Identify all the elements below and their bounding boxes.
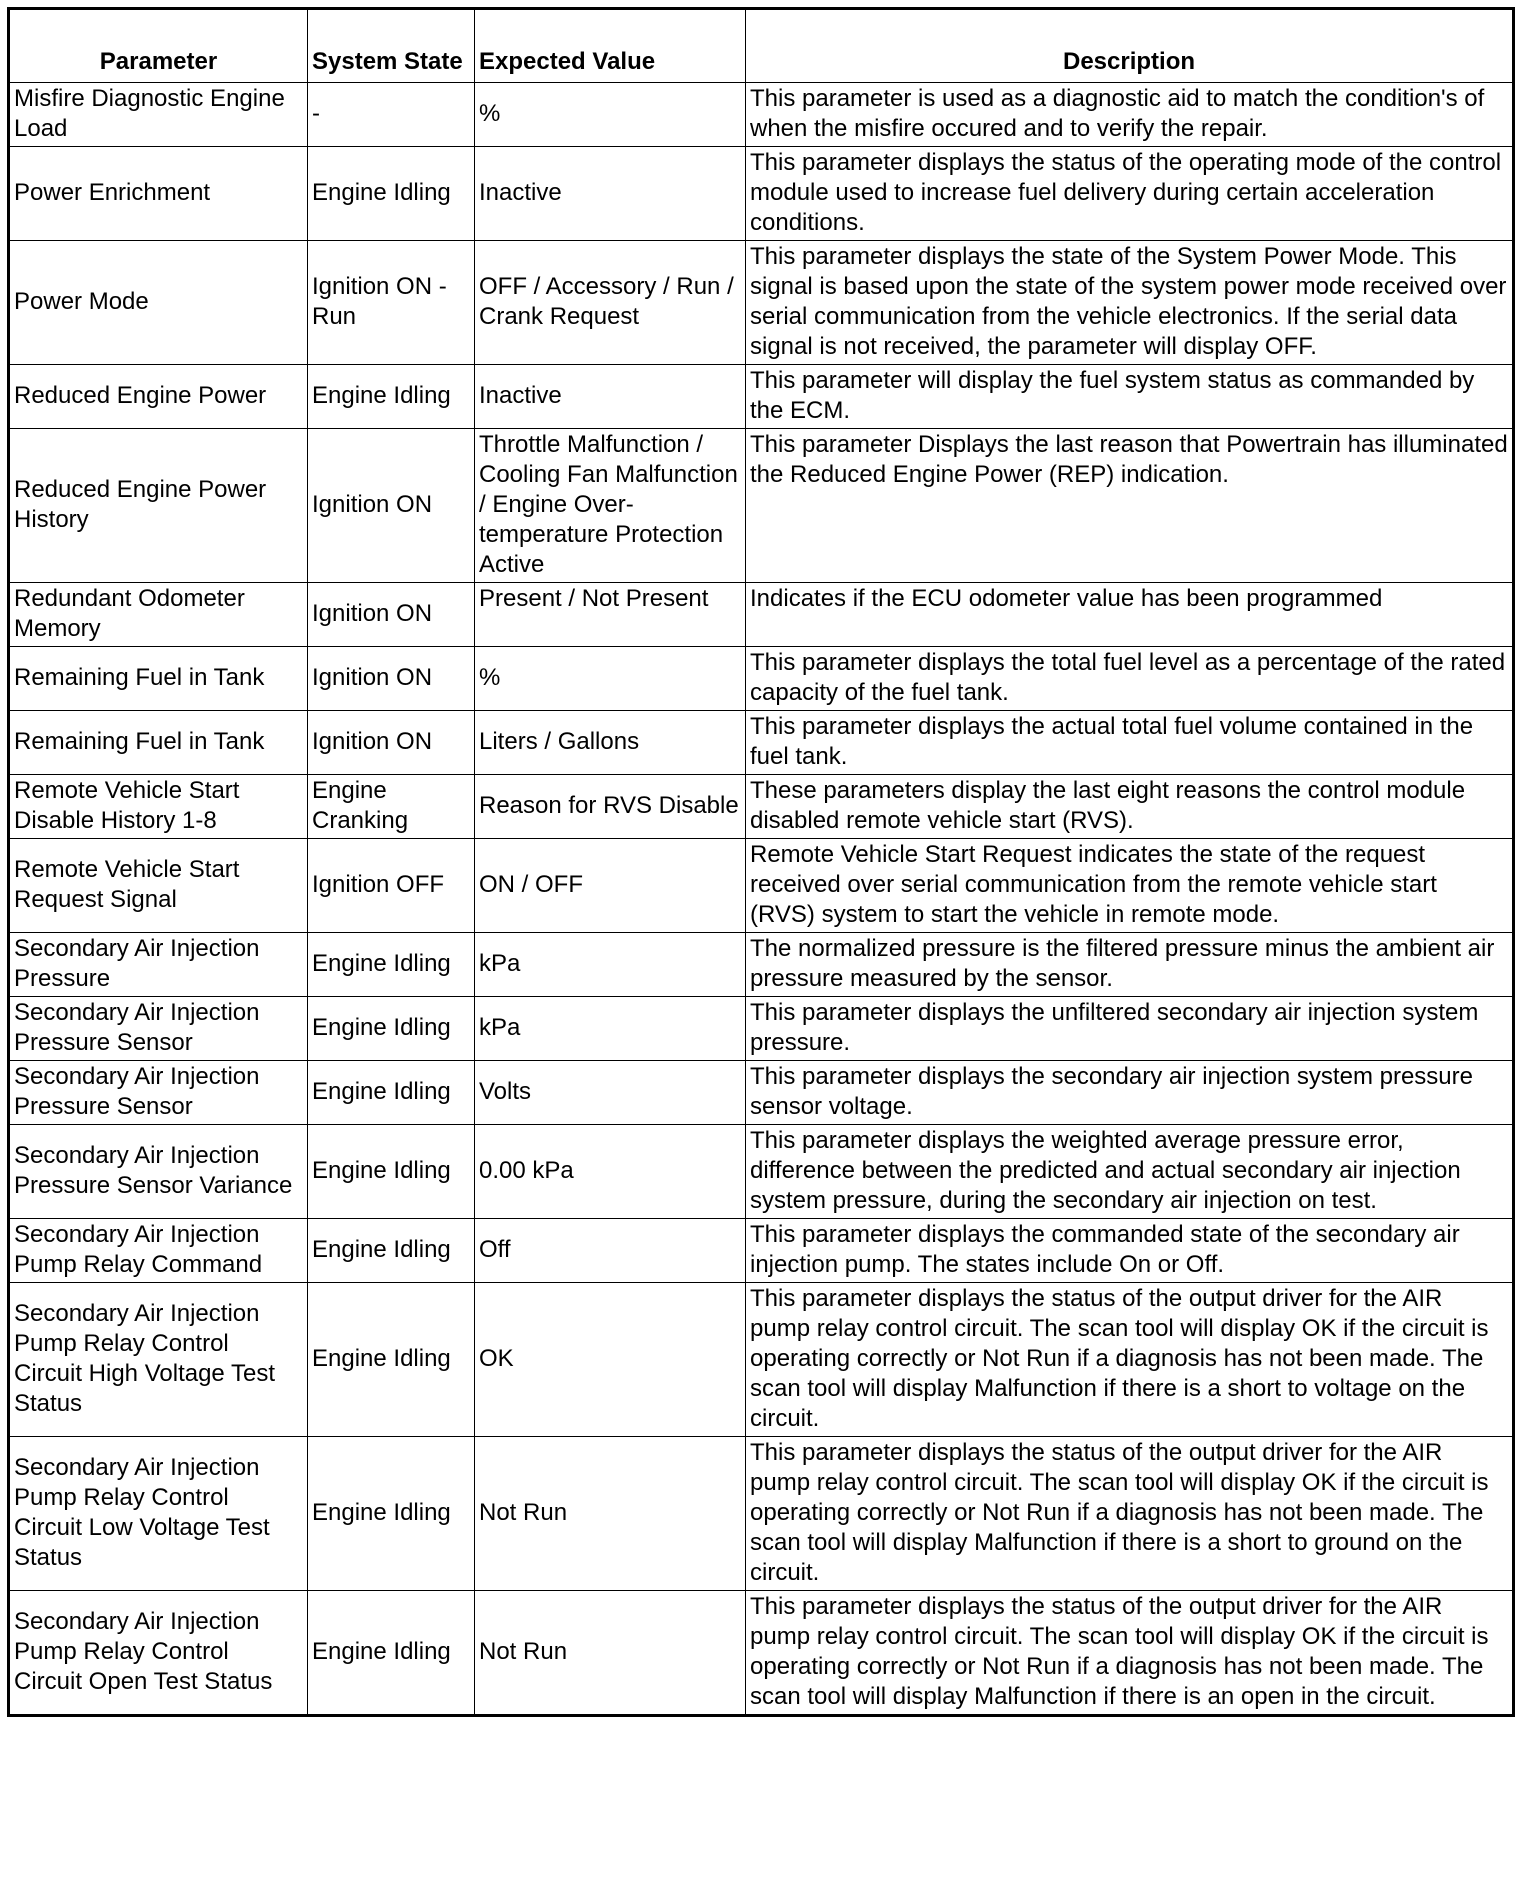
header-parameter: Parameter — [9, 9, 308, 83]
cell-parameter: Secondary Air Injection Pump Relay Control Circuit Open Test Status — [9, 1591, 308, 1716]
cell-expected-value: % — [475, 83, 746, 147]
table-row — [9, 1283, 1514, 1437]
cell-description: This parameter Displays the last reason that Powertrain has illuminated the Reduced Engine Power (REP) indication. — [746, 429, 1514, 583]
table-row — [9, 1437, 1514, 1591]
cell-parameter: Remote Vehicle Start Request Signal — [9, 839, 308, 933]
cell-description: This parameter displays the commanded state of the secondary air injection pump. The states include On or Off. — [746, 1219, 1514, 1283]
cell-system-state: Engine Idling — [308, 1061, 475, 1125]
cell-system-state: Ignition ON — [308, 429, 475, 583]
table-row — [9, 83, 1514, 147]
table-row — [9, 1061, 1514, 1125]
table-row — [9, 839, 1514, 933]
cell-description: This parameter displays the secondary air injection system pressure sensor voltage. — [746, 1061, 1514, 1125]
cell-description: This parameter displays the status of the output driver for the AIR pump relay control circuit. The scan tool will display OK if the circuit is operating correctly or Not Run if a diagnosis has not been made. The scan tool will display Malfunction if there is an open in the circuit. — [746, 1591, 1514, 1716]
cell-description: This parameter will display the fuel system status as commanded by the ECM. — [746, 365, 1514, 429]
cell-parameter: Misfire Diagnostic Engine Load — [9, 83, 308, 147]
cell-system-state: Engine Idling — [308, 365, 475, 429]
cell-system-state: Ignition ON — [308, 583, 475, 647]
cell-expected-value: 0.00 kPa — [475, 1125, 746, 1219]
table-row — [9, 429, 1514, 583]
cell-system-state: Engine Idling — [308, 1437, 475, 1591]
cell-expected-value: % — [475, 647, 746, 711]
document-page — [7, 7, 1512, 1717]
cell-system-state: Ignition ON — [308, 711, 475, 775]
cell-parameter: Remaining Fuel in Tank — [9, 647, 308, 711]
cell-system-state: Engine Idling — [308, 1219, 475, 1283]
table-row — [9, 147, 1514, 241]
table-row — [9, 1219, 1514, 1283]
cell-parameter: Power Mode — [9, 241, 308, 365]
cell-description: This parameter is used as a diagnostic aid to match the condition's of when the misfire occured and to verify the repair. — [746, 83, 1514, 147]
cell-expected-value: Throttle Malfunction / Cooling Fan Malfunction / Engine Over-temperature Protection Active — [475, 429, 746, 583]
cell-expected-value: OFF / Accessory / Run / Crank Request — [475, 241, 746, 365]
table-row — [9, 1125, 1514, 1219]
cell-parameter: Secondary Air Injection Pressure Sensor — [9, 997, 308, 1061]
table-row — [9, 583, 1514, 647]
cell-expected-value: OK — [475, 1283, 746, 1437]
table-row — [9, 711, 1514, 775]
cell-expected-value: Not Run — [475, 1591, 746, 1716]
cell-parameter: Remaining Fuel in Tank — [9, 711, 308, 775]
cell-expected-value: kPa — [475, 997, 746, 1061]
header-description: Description — [746, 9, 1514, 83]
cell-expected-value: Inactive — [475, 147, 746, 241]
cell-system-state: Engine Idling — [308, 1591, 475, 1716]
cell-system-state: Engine Cranking — [308, 775, 475, 839]
cell-description: Remote Vehicle Start Request indicates the state of the request received over serial communication from the remote vehicle start (RVS) system to start the vehicle in remote mode. — [746, 839, 1514, 933]
cell-description: The normalized pressure is the filtered pressure minus the ambient air pressure measured by the sensor. — [746, 933, 1514, 997]
cell-parameter: Secondary Air Injection Pressure — [9, 933, 308, 997]
cell-parameter: Reduced Engine Power — [9, 365, 308, 429]
cell-parameter: Power Enrichment — [9, 147, 308, 241]
cell-expected-value: Reason for RVS Disable — [475, 775, 746, 839]
table-row — [9, 933, 1514, 997]
cell-description: This parameter displays the status of the output driver for the AIR pump relay control circuit. The scan tool will display OK if the circuit is operating correctly or Not Run if a diagnosis has not been made. The scan tool will display Malfunction if there is a short to voltage on the circuit. — [746, 1283, 1514, 1437]
cell-description: This parameter displays the total fuel level as a percentage of the rated capacity of the fuel tank. — [746, 647, 1514, 711]
cell-description: This parameter displays the status of the output driver for the AIR pump relay control circuit. The scan tool will display OK if the circuit is operating correctly or Not Run if a diagnosis has not been made. The scan tool will display Malfunction if there is a short to ground on the circuit. — [746, 1437, 1514, 1591]
cell-description: This parameter displays the unfiltered secondary air injection system pressure. — [746, 997, 1514, 1061]
cell-parameter: Secondary Air Injection Pressure Sensor Variance — [9, 1125, 308, 1219]
cell-description: Indicates if the ECU odometer value has been programmed — [746, 583, 1514, 647]
table-row — [9, 1591, 1514, 1716]
cell-system-state: Engine Idling — [308, 1125, 475, 1219]
cell-expected-value: ON / OFF — [475, 839, 746, 933]
header-system-state: System State — [308, 9, 475, 83]
table-row — [9, 241, 1514, 365]
cell-parameter: Secondary Air Injection Pressure Sensor — [9, 1061, 308, 1125]
cell-description: This parameter displays the state of the System Power Mode. This signal is based upon the state of the system power mode received over serial communication from the vehicle electronics. If the serial data signal is not received, the parameter will display OFF. — [746, 241, 1514, 365]
cell-expected-value: Not Run — [475, 1437, 746, 1591]
cell-expected-value: Liters / Gallons — [475, 711, 746, 775]
cell-parameter: Reduced Engine Power History — [9, 429, 308, 583]
table-row — [9, 775, 1514, 839]
cell-parameter: Redundant Odometer Memory — [9, 583, 308, 647]
cell-system-state: Engine Idling — [308, 1283, 475, 1437]
table-header-row — [9, 9, 1514, 83]
cell-description: This parameter displays the status of the operating mode of the control module used to increase fuel delivery during certain acceleration conditions. — [746, 147, 1514, 241]
cell-system-state: Engine Idling — [308, 147, 475, 241]
cell-parameter: Secondary Air Injection Pump Relay Control Circuit Low Voltage Test Status — [9, 1437, 308, 1591]
cell-description: This parameter displays the actual total fuel volume contained in the fuel tank. — [746, 711, 1514, 775]
table-row — [9, 365, 1514, 429]
cell-system-state: Ignition OFF — [308, 839, 475, 933]
parameter-table — [7, 7, 1515, 1717]
cell-expected-value: Present / Not Present — [475, 583, 746, 647]
cell-parameter: Secondary Air Injection Pump Relay Control Circuit High Voltage Test Status — [9, 1283, 308, 1437]
cell-expected-value: Off — [475, 1219, 746, 1283]
cell-expected-value: Volts — [475, 1061, 746, 1125]
cell-description: This parameter displays the weighted average pressure error, difference between the predicted and actual secondary air injection system pressure, during the secondary air injection on test. — [746, 1125, 1514, 1219]
cell-parameter: Remote Vehicle Start Disable History 1-8 — [9, 775, 308, 839]
cell-system-state: Ignition ON - Run — [308, 241, 475, 365]
cell-description: These parameters display the last eight reasons the control module disabled remote vehicle start (RVS). — [746, 775, 1514, 839]
cell-system-state: Engine Idling — [308, 997, 475, 1061]
cell-parameter: Secondary Air Injection Pump Relay Command — [9, 1219, 308, 1283]
table-row — [9, 997, 1514, 1061]
header-expected-value: Expected Value — [475, 9, 746, 83]
cell-system-state: Engine Idling — [308, 933, 475, 997]
table-row — [9, 647, 1514, 711]
cell-system-state: Ignition ON — [308, 647, 475, 711]
cell-system-state: - — [308, 83, 475, 147]
cell-expected-value: kPa — [475, 933, 746, 997]
cell-expected-value: Inactive — [475, 365, 746, 429]
